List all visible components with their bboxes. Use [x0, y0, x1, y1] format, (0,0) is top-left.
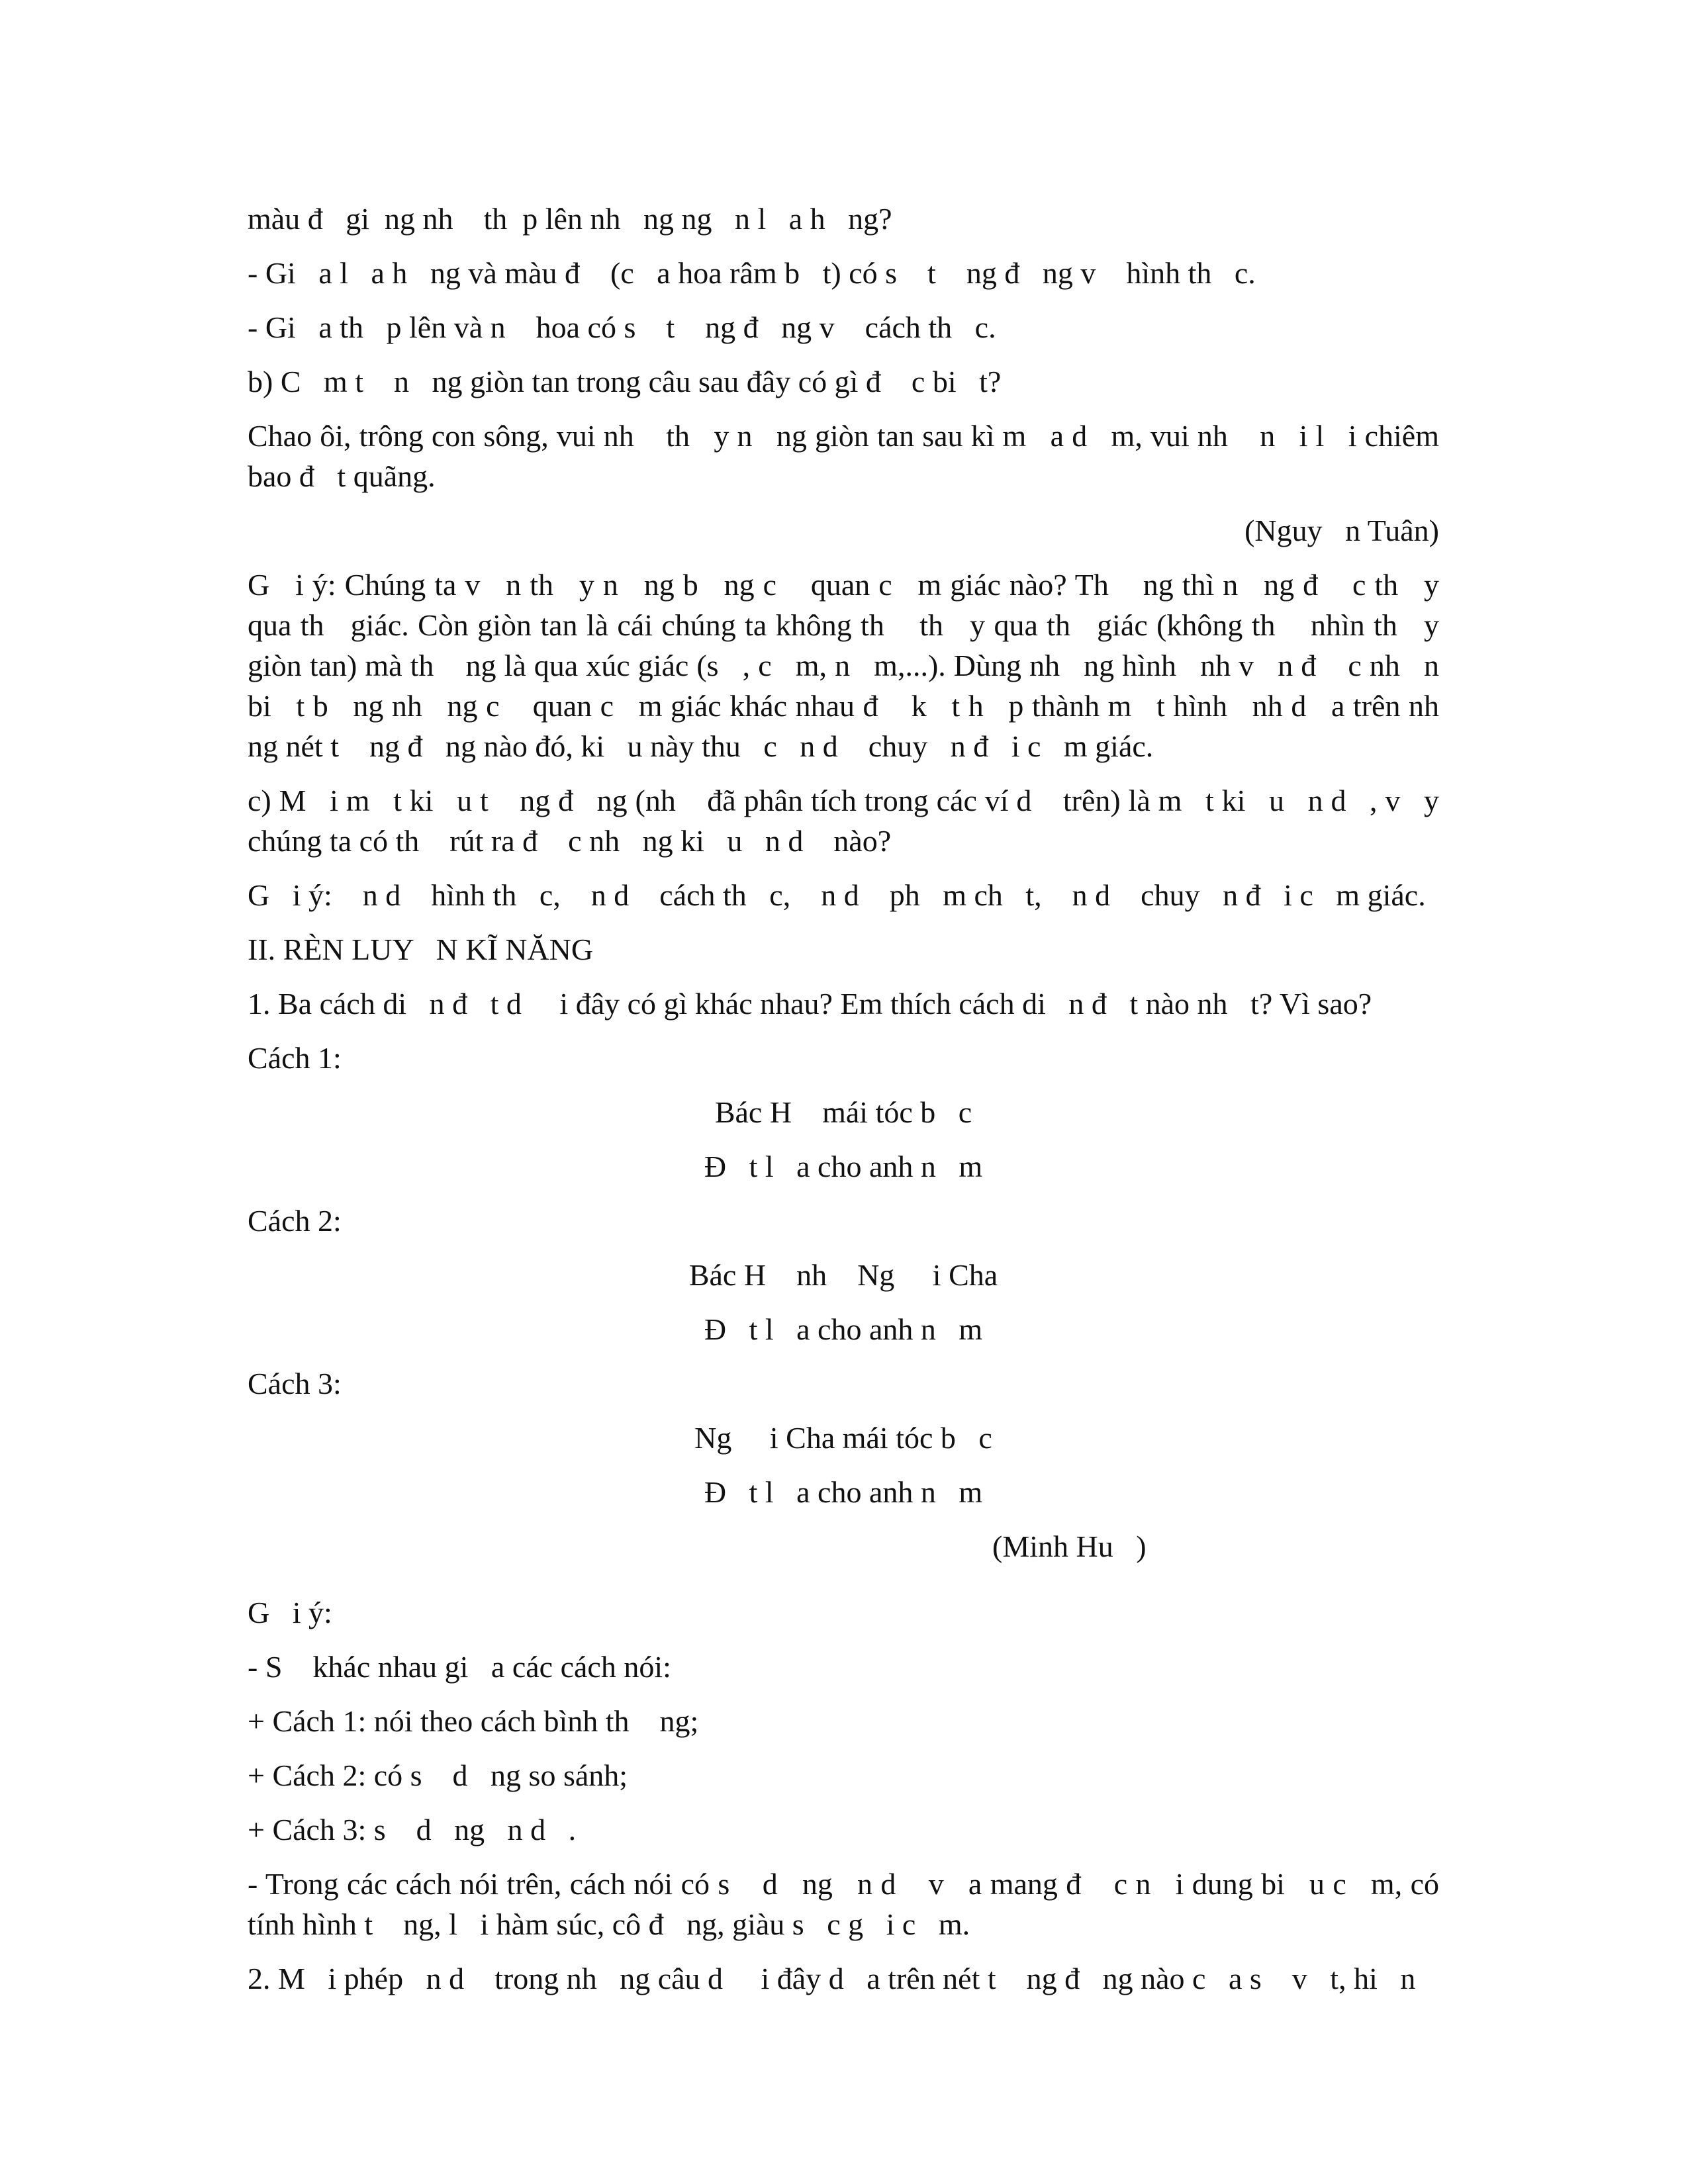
answer-line: + Cách 2: có s d ng so sánh; — [248, 1758, 628, 1792]
question-c: c) M i m t ki u t ng đ ng (nh đã phân tích trong các ví d trên) là m t ki u n d , v y chúng ta có th rút ra đ c nh ng ki u n d nào? — [248, 784, 1447, 858]
answer-line: + Cách 3: s d ng n d . — [248, 1813, 577, 1846]
hint-paragraph: G i ý: Chúng ta v n th y n ng b ng c quan c m giác nào? Th ng thì n ng đ c th y qua th giác. Còn giòn tan là cái chúng ta không th th y qua th giác (không th nhìn th y giòn tan) mà th ng là qua xúc giác (s , c m, n m,...). Dùng nh ng hình nh v n đ c nh n bi t b ng nh ng c quan c m giác khác nhau đ k t h p thành m t hình nh d a trên nh ng nét t ng đ ng nào đó, ki u này thu c n d chuy n đ i c m giác. — [248, 568, 1462, 763]
option-label: Cách 3: — [248, 1367, 342, 1400]
answer-line: - Gi a th p lên và n hoa có s t ng đ ng v cách th c. — [248, 310, 996, 344]
exercise-2: 2. M i phép n d trong nh ng câu d i đây d a trên nét t ng đ ng nào c a s v t, hi n — [248, 1962, 1416, 1995]
answer-paragraph: - Trong các cách nói trên, cách nói có s d ng n d v a mang đ c n i dung bi u c m, có tính hình t ng, l i hàm súc, cô đ ng, giàu s c g i c m. — [248, 1867, 1447, 1941]
hint-label: G i ý: — [248, 1596, 332, 1629]
verse-author: (Minh Hu ) — [992, 1529, 1147, 1563]
exercise-1: 1. Ba cách di n đ t d i đây có gì khác nhau? Em thích cách di n đ t nào nh t? Vì sao? — [248, 987, 1372, 1021]
answer-line: - Gi a l a h ng và màu đ (c a hoa râm b t) có s t ng đ ng v hình th c. — [248, 256, 1256, 290]
answer-line: - S khác nhau gi a các cách nói: — [248, 1650, 671, 1684]
verse-line: Đ t l a cho anh n m — [704, 1150, 983, 1183]
answer-line: + Cách 1: nói theo cách bình th ng; — [248, 1704, 699, 1738]
quote-author: (Nguy n Tuân) — [1244, 514, 1439, 547]
verse-line: Ng i Cha mái tóc b c — [694, 1421, 992, 1455]
verse-line: Bác H mái tóc b c — [714, 1095, 972, 1129]
verse-line: Đ t l a cho anh n m — [704, 1312, 983, 1346]
question-line: màu đ gi ng nh th p lên nh ng ng n l a h ng? — [248, 202, 892, 236]
question-b: b) C m t n ng giòn tan trong câu sau đây có gì đ c bi t? — [248, 365, 1002, 398]
section-heading: II. RÈN LUY N KĨ NĂNG — [248, 933, 594, 966]
verse-line: Bác H nh Ng i Cha — [688, 1258, 998, 1292]
document-body — [248, 199, 1462, 2013]
hint-line: G i ý: n d hình th c, n d cách th c, n d ph m ch t, n d chuy n đ i c m giác. — [248, 878, 1426, 912]
option-label: Cách 2: — [248, 1204, 342, 1238]
verse-line: Đ t l a cho anh n m — [704, 1475, 983, 1509]
quote-paragraph: Chao ôi, trông con sông, vui nh th y n ng giòn tan sau kì m a d m, vui nh n i l i chiêm bao đ t quãng. — [248, 419, 1447, 493]
option-label: Cách 1: — [248, 1041, 342, 1075]
